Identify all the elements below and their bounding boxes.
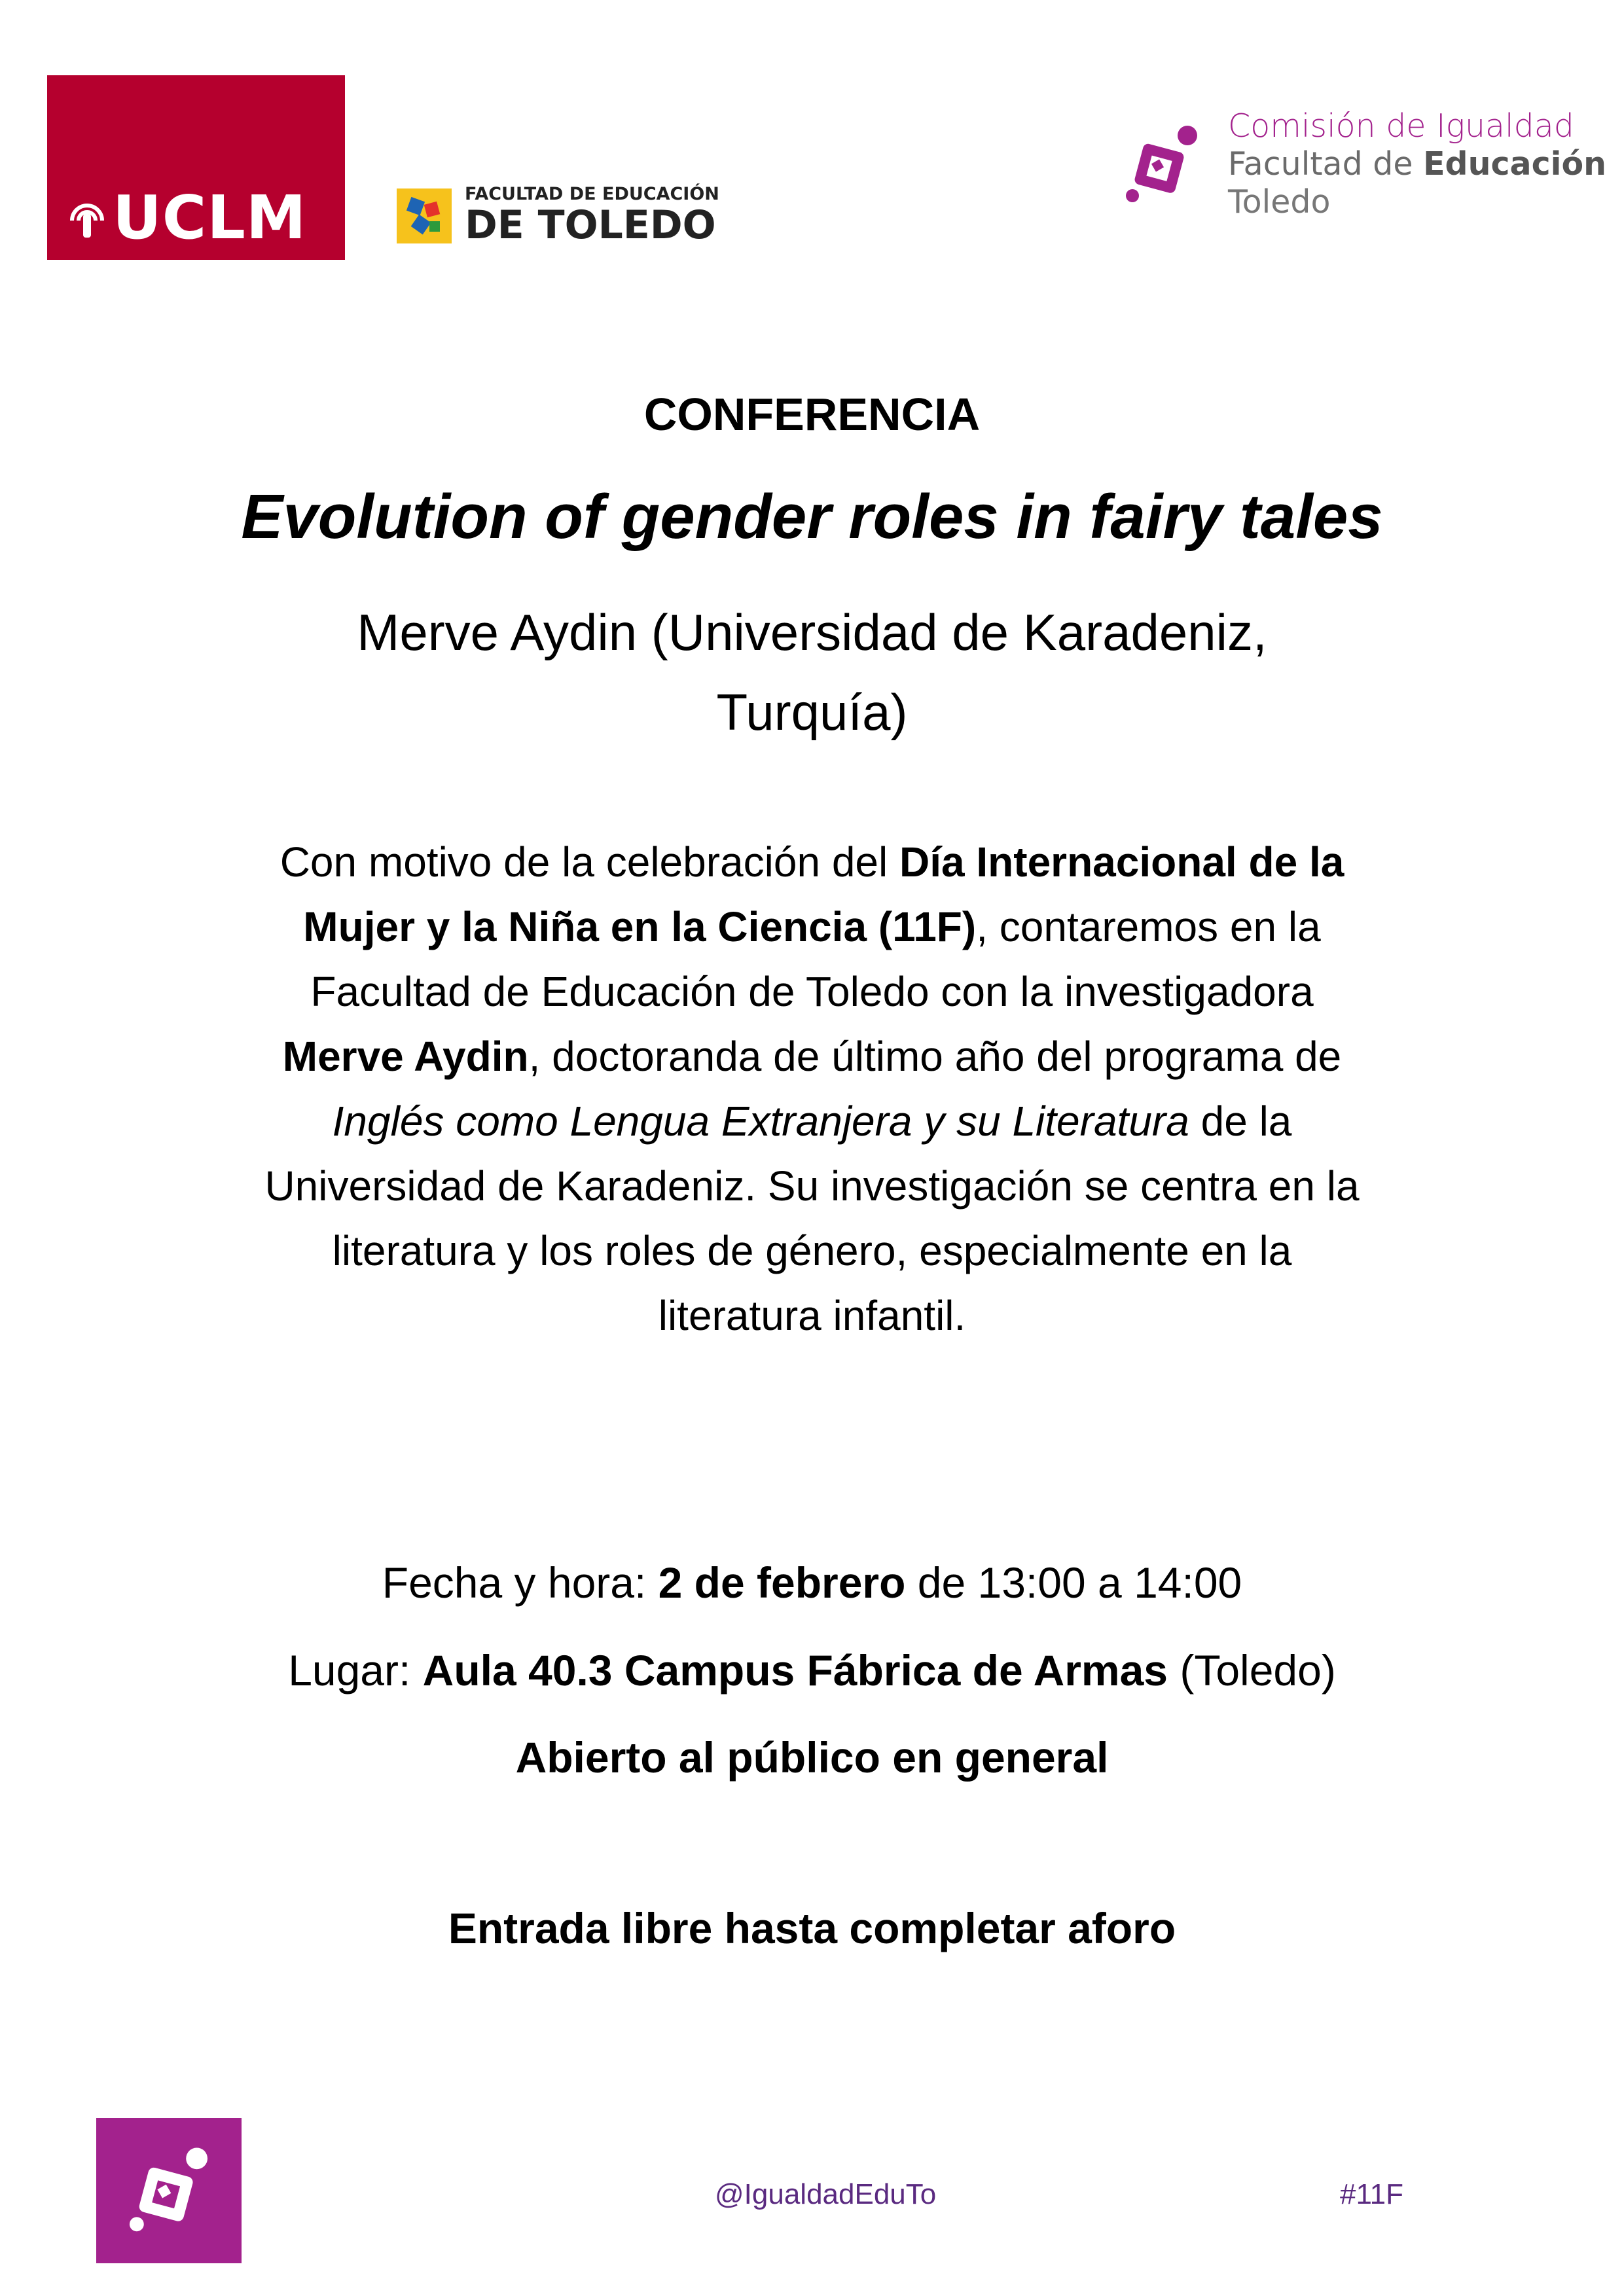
free-entry-line: Entrada libre hasta completar aforo — [448, 1904, 1176, 1952]
body-line: Mujer y la Niña en la Ciencia (11F), contaremos en la — [303, 903, 1321, 950]
event-type-heading: CONFERENCIA — [643, 389, 981, 440]
uclm-logo — [47, 75, 345, 260]
igualdad-figure-icon — [1119, 122, 1204, 207]
igualdad-logo-line3: Toledo — [1228, 183, 1331, 221]
body-line: literatura y los roles de género, especialmente en la — [332, 1227, 1292, 1274]
body-line: Universidad de Karadeniz. Su investigación se centra en la — [264, 1162, 1360, 1210]
igualdad-logo-line1: Comisión de Igualdad — [1228, 107, 1574, 145]
conference-title: Evolution of gender roles in fairy tales — [241, 482, 1383, 552]
speaker-line-1: Merve Aydin (Universidad de Karadeniz, — [357, 603, 1267, 661]
speaker-line-2: Turquía) — [716, 683, 908, 741]
description-paragraph — [196, 830, 1428, 1348]
body-line: Con motivo de la celebración del Día Internacional de la — [280, 838, 1344, 886]
social-handle: @IgualdadEduTo — [715, 2178, 937, 2210]
open-public-line: Abierto al público en general — [515, 1733, 1109, 1782]
body-line: literatura infantil. — [658, 1292, 966, 1339]
body-line: Inglés como Lengua Extranjera y su Literatura de la — [332, 1098, 1292, 1145]
igualdad-logo-line2: Facultad de Educación — [1228, 145, 1607, 183]
facultad-logo-line1: FACULTAD DE EDUCACIÓN — [465, 184, 719, 204]
uclm-antenna-icon — [65, 192, 109, 240]
facultad-puzzle-icon — [397, 188, 452, 243]
speaker-affiliation — [0, 592, 1624, 752]
hashtag: #11F — [1340, 2178, 1404, 2210]
facultad-logo — [397, 183, 717, 249]
body-line: Facultad de Educación de Toledo con la investigadora — [310, 968, 1314, 1015]
footer-igualdad-logo — [96, 2118, 242, 2263]
uclm-wordmark: UCLM — [113, 183, 307, 253]
body-line: Merve Aydin, doctoranda de último año del programa de — [282, 1033, 1342, 1080]
igualdad-figure-icon — [122, 2144, 215, 2237]
date-time-line: Fecha y hora: 2 de febrero de 13:00 a 14:00 — [382, 1558, 1242, 1607]
igualdad-logo — [1119, 107, 1607, 221]
place-line: Lugar: Aula 40.3 Campus Fábrica de Armas (Toledo) — [288, 1646, 1336, 1695]
facultad-logo-line2: DE TOLEDO — [465, 202, 716, 248]
